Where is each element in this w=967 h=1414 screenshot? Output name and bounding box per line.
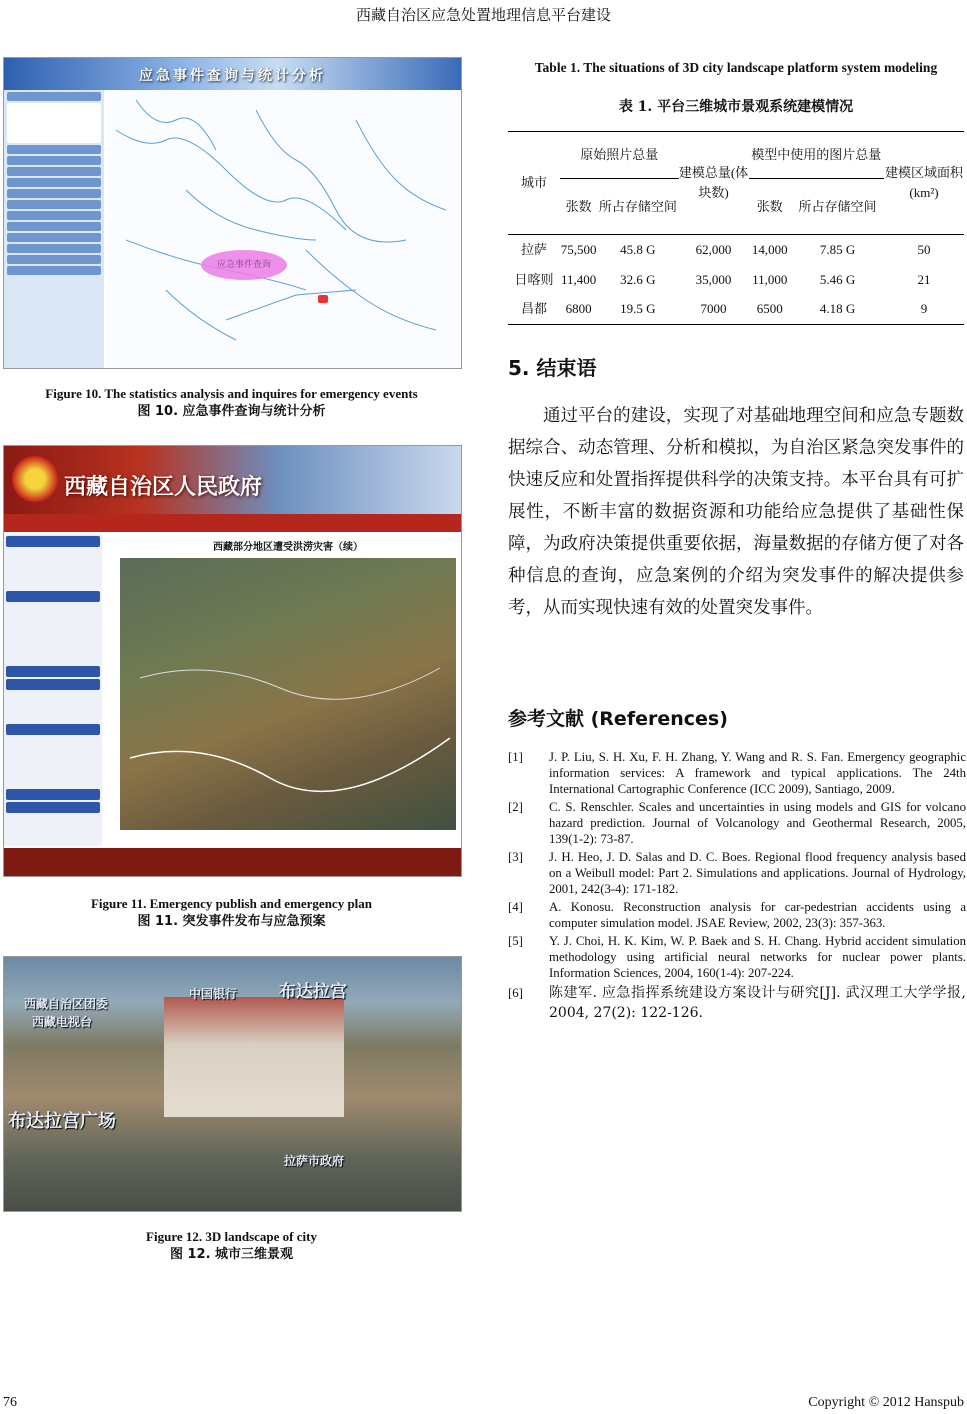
ref-text: Y. J. Choi, H. K. Kim, W. P. Baek and S. H. Chang. Hybrid accident simulation methodology using artificial neural networks for nuclear power plants. Information Sciences, 2004, 160(1-4): 207-224.: [549, 934, 966, 980]
reference-item: [508, 899, 966, 931]
ref-text: 陈建军. 应急指挥系统建设方案设计与研究[J]. 武汉理工大学学报, 2004, 27(2): 122-126.: [549, 985, 966, 1021]
cell: 6500: [749, 295, 792, 325]
reference-item: [508, 849, 966, 897]
fig10-sidebar: [4, 90, 104, 368]
th-photo-count: 张数: [560, 179, 597, 235]
cell: 6800: [560, 295, 597, 325]
cell: 21: [917, 271, 931, 287]
fig11-caption-zh: 图 11. 突发事件发布与应急预案: [137, 914, 326, 929]
ref-text: A. Konosu. Reconstruction analysis for car-pedestrian accidents using a computer simulation model. JSAE Review, 2002, 23(3): 357-363.: [549, 900, 966, 930]
ref-number: [3]: [508, 850, 523, 864]
th-models: 建模总量(体块数): [679, 132, 749, 235]
reference-item: [508, 799, 966, 847]
fig10-banner-title: 应急事件查询与统计分析: [139, 68, 326, 84]
ref-number: [4]: [508, 900, 523, 914]
ref-text: J. H. Heo, J. D. Salas and D. C. Boes. Regional flood frequency analysis based on a Weibull model: Part 2. Simulations and applications. Journal of Hydrology, 2001, 242(3-4): 171-182.: [549, 850, 966, 896]
table-row: [508, 265, 964, 295]
cell: 32.6 G: [620, 271, 656, 287]
ref-number: [5]: [508, 934, 523, 948]
label-potala-square: 布达拉宫广场: [8, 1111, 116, 1132]
ref-text: C. S. Renschler. Scales and uncertainties in using models and GIS for volcano hazard prediction. Journal of Volcanology and Geothermal Research, 2005, 139(1-2): 73-87.: [549, 800, 966, 846]
fig11-banner: [4, 446, 461, 514]
cell: 7000: [679, 295, 749, 325]
fig10-rivers: [106, 90, 461, 368]
page-number: 76: [3, 1395, 17, 1410]
fig11-nav: [4, 514, 461, 532]
th-model-photo-count: 张数: [749, 179, 792, 235]
th-model-photos: 模型中使用的图片总量: [749, 132, 884, 179]
references-title: 参考文献 (References): [508, 708, 728, 730]
label-city-government: 拉萨市政府: [284, 1154, 345, 1168]
label-youth-league: 西藏自治区团委: [24, 997, 109, 1011]
cell: 45.8 G: [597, 235, 678, 265]
cell: 11,400: [560, 271, 597, 287]
figure-10-screenshot: [3, 57, 462, 369]
reference-item: [508, 983, 966, 1023]
ref-number: [1]: [508, 750, 523, 764]
copyright: Copyright © 2012 Hanspub: [808, 1395, 964, 1410]
fig11-satellite-map: [120, 558, 456, 830]
ref-number: [2]: [508, 800, 523, 814]
emblem-icon: [12, 456, 58, 502]
cell: 11,000: [752, 271, 788, 287]
figure-12-screenshot: [3, 956, 462, 1212]
running-header: 西藏自治区应急处置地理信息平台建设: [355, 6, 611, 24]
fig11-map-title: 西藏部分地区遭受洪涝灾害（续）: [120, 538, 456, 558]
cell: 19.5 G: [597, 295, 678, 325]
fig11-boundaries: [120, 558, 456, 830]
cell: 拉萨: [508, 235, 560, 265]
label-potala: 布达拉宫: [279, 982, 347, 1002]
fig10-map: [106, 90, 461, 368]
table1-caption-en: Table 1. The situations of 3D city landscape platform system modeling: [534, 60, 938, 75]
th-photos: 原始照片总量: [560, 132, 679, 179]
figure-11-screenshot: [3, 445, 462, 877]
palace-model: [164, 997, 344, 1117]
fig12-caption-en: Figure 12. 3D landscape of city: [146, 1229, 317, 1244]
fig10-banner: [4, 58, 461, 90]
cell: 75,500: [560, 235, 597, 265]
th-model-photo-storage: 所占存储空间: [791, 179, 884, 235]
fig10-caption-en: Figure 10. The statistics analysis and inquires for emergency events: [45, 386, 418, 401]
table-row: [508, 235, 964, 265]
cell: 5.46 G: [819, 271, 856, 287]
fire-icon: [318, 295, 328, 303]
cell: 9: [884, 295, 964, 325]
fig10-event-bubble: 应急事件查询: [201, 250, 287, 280]
cell: 7.85 G: [791, 235, 884, 265]
reference-item: [508, 749, 966, 797]
table-row: [508, 295, 964, 325]
fig10-caption-zh: 图 10. 应急事件查询与统计分析: [137, 404, 326, 419]
ref-text: J. P. Liu, S. H. Xu, F. H. Zhang, Y. Wang and R. S. Fan. Emergency geographic information services: A framework and typical applications. The 24th International Cartographic Conference (ICC 2009), Santiago, 2009.: [549, 750, 966, 796]
ref-number: [6]: [508, 986, 523, 1000]
th-area: 建模区域面积(km²): [884, 132, 964, 235]
fig12-caption-zh: 图 12. 城市三维景观: [169, 1247, 294, 1262]
fig11-caption-en: Figure 11. Emergency publish and emergency plan: [90, 896, 373, 911]
reference-item: [508, 933, 966, 981]
th-photo-storage: 所占存储空间: [597, 179, 678, 235]
section-5-body: 通过平台的建设，实现了对基础地理空间和应急专题数据综合、动态管理、分析和模拟，为自治区紧急突发事件的快速反应和处置指挥提供科学的决策支持。本平台具有可扩展性，不断丰富的数据资源和功能给应急提供了基础性保障，为政府决策提供重要依据，海量数据的存储方便了对各种信息的查询，应急案例的介绍为突发事件的解决提供参考，从而实现快速有效的处置突发事件。: [508, 406, 964, 618]
cell: 4.18 G: [791, 295, 884, 325]
cell: 日喀则: [514, 271, 554, 287]
table1-caption-zh: 表 1. 平台三维城市景观系统建模情况: [618, 99, 854, 115]
cell: 昌都: [508, 295, 560, 325]
label-tv-station: 西藏电视台: [32, 1015, 93, 1029]
fig11-banner-title: 西藏自治区人民政府: [64, 475, 263, 500]
table-1: [508, 131, 964, 325]
fig11-footer: [4, 848, 461, 876]
cell: 35,000: [695, 271, 732, 287]
section-5-title: 5. 结束语: [508, 356, 597, 380]
cell: 62,000: [679, 235, 749, 265]
cell: 50: [884, 235, 964, 265]
references-list: [508, 749, 966, 1025]
cell: 14,000: [749, 235, 792, 265]
fig11-sidebar: [4, 534, 102, 846]
label-bank: 中国银行: [189, 987, 238, 1001]
th-city: 城市: [508, 132, 560, 235]
